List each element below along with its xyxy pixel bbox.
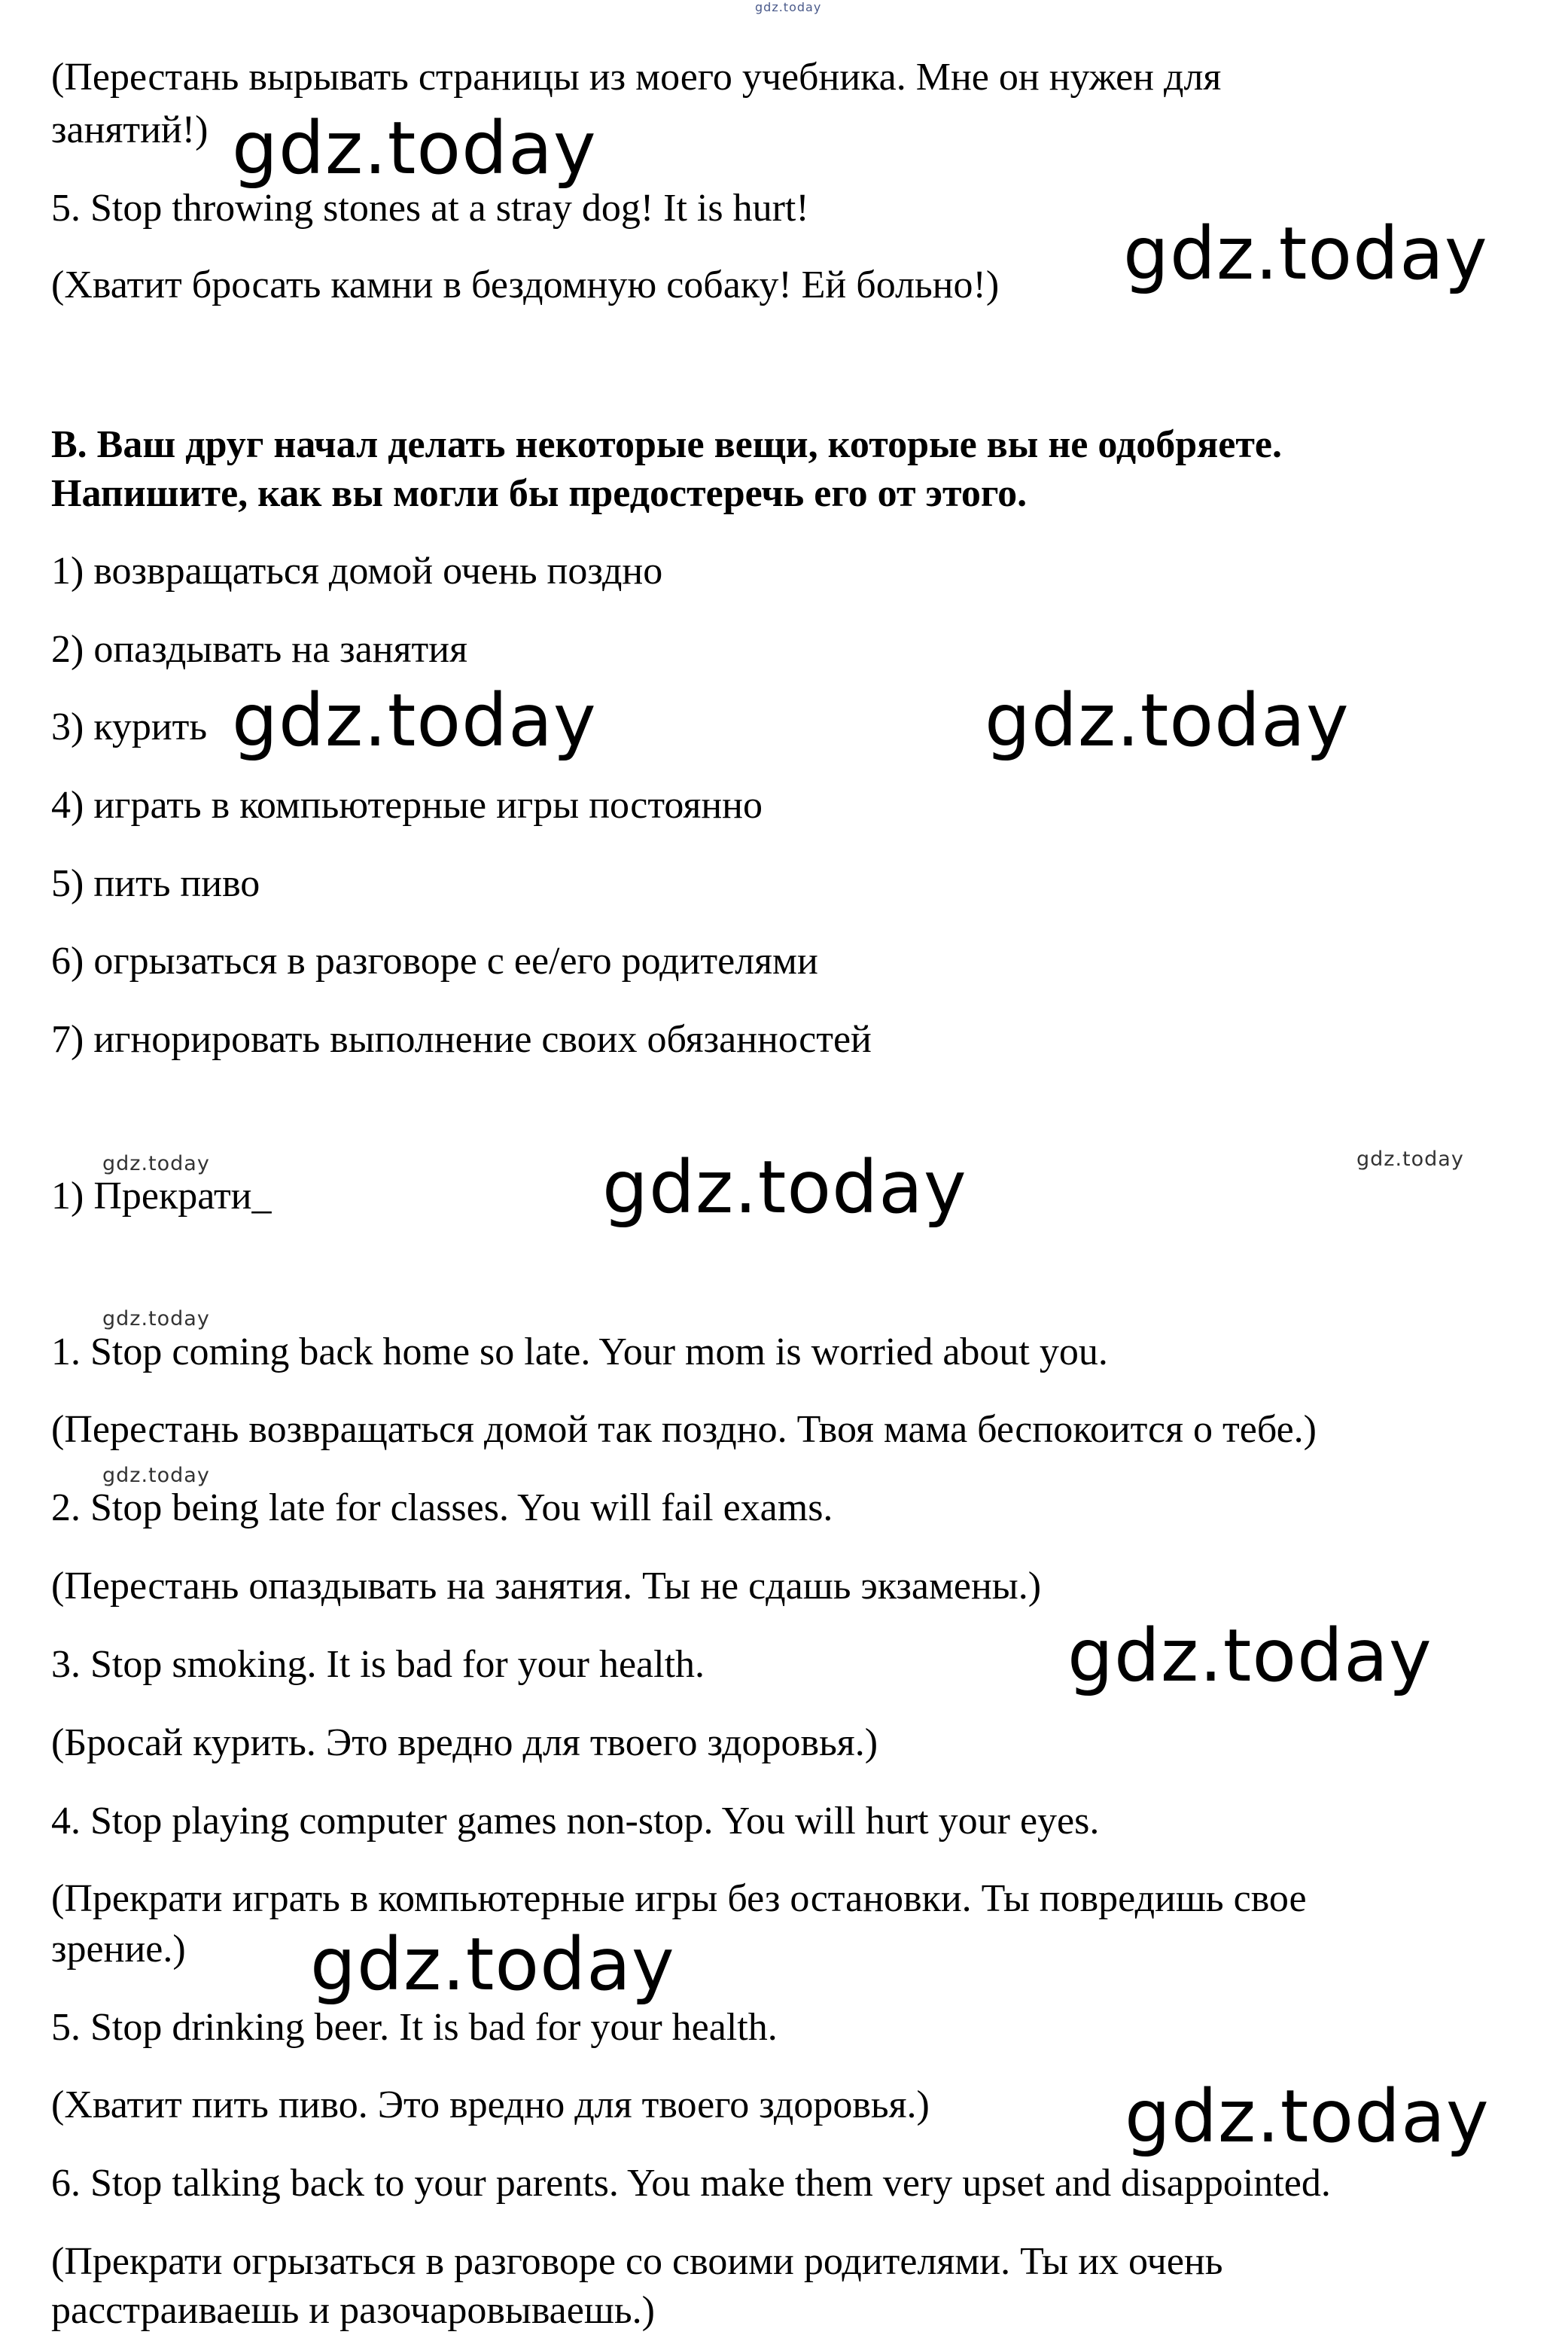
watermark-logo: gdz.today — [1125, 2074, 1490, 2159]
watermark-logo: gdz.today — [232, 678, 597, 763]
answer-russian: (Прекрати играть в компьютерные игры без остановки. Ты повредишь свое — [51, 1877, 1307, 1920]
watermark-small: gdz.today — [102, 1152, 210, 1175]
task-item: 6) огрызаться в разговоре с ее/его родителями — [51, 940, 818, 983]
answer-russian: (Перестань опаздывать на занятия. Ты не сдашь экзамены.) — [51, 1565, 1042, 1608]
answer-english: 5. Stop drinking beer. It is bad for your health. — [51, 2006, 778, 2049]
continuation-ru-line1: (Перестань вырывать страницы из моего учебника. Мне он нужен для — [51, 56, 1222, 99]
task-item: 4) играть в компьютерные игры постоянно — [51, 784, 763, 827]
answer-english: 2. Stop being late for classes. You will fail exams. — [51, 1486, 833, 1529]
section-b-heading-line1: B. Ваш друг начал делать некоторые вещи, которые вы не одобряете. — [51, 423, 1282, 466]
answer-russian: (Хватит пить пиво. Это вредно для твоего здоровья.) — [51, 2083, 930, 2126]
answer-english: 1. Stop coming back home so late. Your mom is worried about you. — [51, 1330, 1108, 1373]
answer-english: 3. Stop smoking. It is bad for your health. — [51, 1643, 705, 1686]
answer-russian: зрение.) — [51, 1928, 186, 1971]
task-item: 7) игнорировать выполнение своих обязанностей — [51, 1018, 872, 1061]
watermark-tiny-top: gdz.today — [755, 0, 822, 14]
watermark-logo: gdz.today — [1123, 212, 1488, 296]
item5-english: 5. Stop throwing stones at a stray dog! It is hurt! — [51, 187, 809, 230]
watermark-small: gdz.today — [1356, 1148, 1464, 1171]
task-item: 2) опаздывать на занятия — [51, 628, 468, 671]
item5-russian: (Хватит бросать камни в бездомную собаку! Ей больно!) — [51, 264, 1000, 306]
watermark-small: gdz.today — [102, 1307, 210, 1330]
watermark-logo: gdz.today — [985, 678, 1350, 763]
answer-russian: (Перестань возвращаться домой так поздно. Твоя мама беспокоится о тебе.) — [51, 1408, 1317, 1451]
example-start: 1) Прекрати_ — [51, 1175, 272, 1218]
answer-russian: (Бросай курить. Это вредно для твоего здоровья.) — [51, 1721, 878, 1764]
answer-english: 6. Stop talking back to your parents. You make them very upset and disappointed. — [51, 2162, 1331, 2205]
continuation-ru-line2: занятий!) — [51, 108, 209, 151]
answer-russian: расстраиваешь и разочаровываешь.) — [51, 2289, 655, 2332]
watermark-logo: gdz.today — [602, 1145, 967, 1230]
task-item: 1) возвращаться домой очень поздно — [51, 550, 663, 593]
answer-english: 4. Stop playing computer games non-stop. You will hurt your eyes. — [51, 1800, 1100, 1843]
watermark-logo: gdz.today — [1067, 1614, 1433, 1698]
task-item: 5) пить пиво — [51, 862, 260, 905]
watermark-logo: gdz.today — [310, 1922, 675, 2007]
watermark-logo: gdz.today — [232, 106, 597, 191]
task-item: 3) курить — [51, 706, 208, 748]
section-b-heading-line2: Напишите, как вы могли бы предостеречь его от этого. — [51, 472, 1028, 515]
answer-russian: (Прекрати огрызаться в разговоре со своими родителями. Ты их очень — [51, 2240, 1223, 2283]
watermark-small: gdz.today — [102, 1464, 210, 1487]
